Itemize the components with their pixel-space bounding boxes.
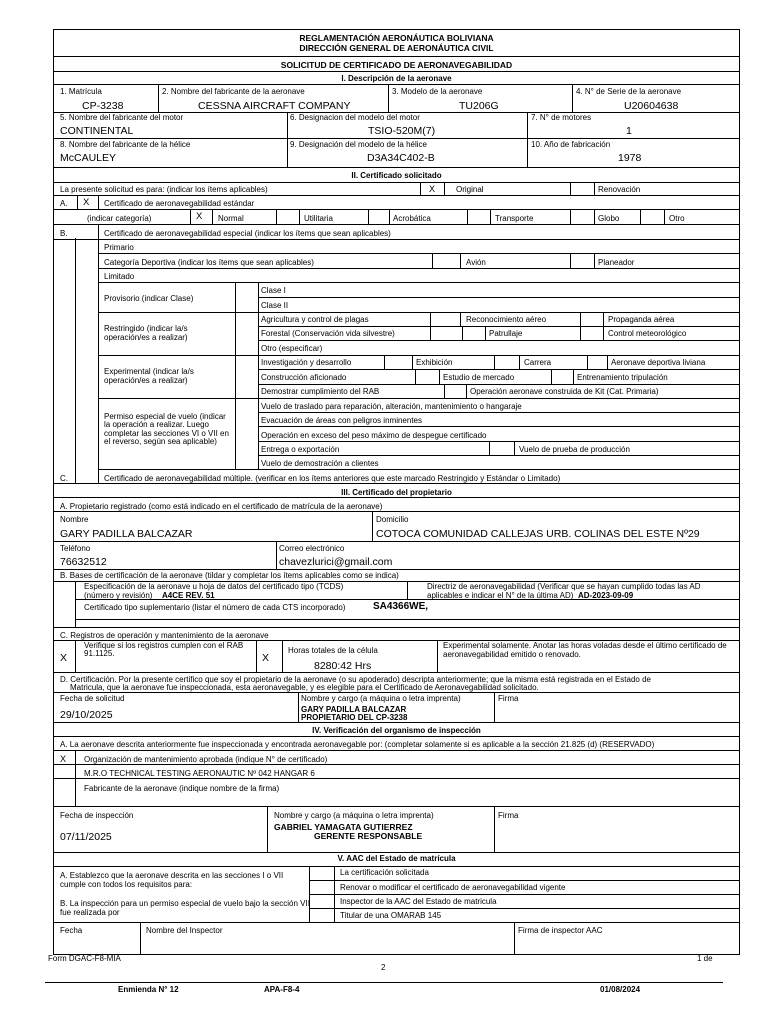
domicilio-label: Domicilio [376,515,409,524]
deportiva-label: Categoría Deportiva (indicar los ítems que sean aplicables) [104,258,314,267]
nombre-label: Nombre [60,515,89,524]
experimental-solamente: Experimental solamente. Anotar las horas voladas desde el último certificado de aeronavegabilidad emitido o renovado. [443,641,727,659]
firmante-cargo[interactable]: PROPIETARIO DEL CP-3238 [301,713,408,722]
horas-value[interactable]: 8280:42 Hrs [314,660,372,672]
fecha-solicitud-label: Fecha de solicitud [60,694,125,703]
demostrar-label: Demostrar cumplimiento del RAB [261,387,380,396]
construccion-label: Construcción aficionado [261,373,347,382]
modelo-value[interactable]: TU206G [459,100,499,112]
clase2-label: Clase II [261,301,289,310]
prueba-label: Vuelo de prueba de producción [519,445,630,454]
especificacion-value[interactable]: A4CE REV. 51 [162,591,215,600]
fabricante-firma-label: Fabricante de la aeronave (indique nombre de la firma) [84,784,280,793]
estudio-label: Estudio de mercado [443,373,515,382]
fab-motor-label: 5. Nombre del fabricante del motor [60,113,184,122]
propietario-registrado: A. Propietario registrado (como está indicado en el certificado de matrícula de la aeronave) [60,502,383,511]
certificacion-line2: Matricula, que la aeronave fue inspeccionada, esta aeronavegable, y es elegible para el Certificado de Aeronavegabilidad solicitado. [70,683,539,692]
cert-solicitada-label: La certificación solicitada [340,868,429,877]
exhibicion-label: Exhibición [416,358,453,367]
matricula-label: 1. Matrícula [60,87,102,96]
carrera-label: Carrera [524,358,552,367]
restringido-label: Restringido (indicar la/s operación/es a realizar) [104,324,188,342]
horas-label: Horas totales de la célula [288,646,378,655]
especificacion-line2: (número y revisión) [84,591,153,600]
anio-value[interactable]: 1978 [618,152,642,164]
directriz-line1: Directriz de aeronavegabilidad (Verificar que se hayan cumplido todas las AD [427,582,701,591]
limitado-label: Limitado [104,272,135,281]
oma-value[interactable]: M.R.O TECHNICAL TESTING AERONAUTIC Nº 042 HANGAR 6 [84,769,315,778]
avion-label: Avión [466,258,486,267]
original-checkbox[interactable]: X [429,184,436,194]
fab-helice-label: 8. Nombre del fabricante de la hélice [60,140,191,149]
anio-label: 10. Año de fabricación [531,140,611,149]
directriz-line2: aplicables e indicar el N° de la última AD) [427,591,574,600]
mod-motor-label: 6. Designacion del modelo del motor [290,113,420,122]
matricula-value[interactable]: CP-3238 [82,100,124,112]
fab-motor-value[interactable]: CONTINENTAL [60,125,134,137]
telefono-value[interactable]: 76632512 [60,556,107,568]
page-of: 1 de [697,954,713,963]
domicilio-value[interactable]: COTOCA COMUNIDAD CALLEJAS URB. COLINAS DEL ESTE Nº29 [376,528,700,540]
b-label: B. [60,229,68,238]
demostracion-label: Vuelo de demostración a clientes [261,459,379,468]
apa-code: APA-F8-4 [264,985,300,994]
especial-label: Certificado de aeronavegabilidad especial (indicar los ítems que sean aplicables) [104,229,391,238]
provisorio-label: Provisorio (indicar Clase) [104,294,194,303]
patrullaje-label: Patrullaje [489,329,523,338]
nombre-value[interactable]: GARY PADILLA BALCAZAR [60,528,193,540]
titular-label: Titular de una OMARAB 145 [340,911,442,920]
firma-inspector-label: Firma de inspector AAC [518,926,603,935]
solicitud-intro: La presente solicitud es para: (indicar los ítems aplicables) [60,185,268,194]
section-1-heading: I. Descripción de la aeronave [341,74,452,83]
section-5-heading: V. AAC del Estado de matrícula [337,854,456,863]
multiple-label: Certificado de aeronavegabilidad múltiple. (verificar en los ítems anteriores que este marcado Restringido y Estándar o Limitado) [104,474,561,483]
original-label: Original [456,185,484,194]
estandar-checkbox[interactable]: X [83,197,90,208]
inspector-aac-label: Inspector de la AAC del Estado de matricula [340,897,497,906]
fecha-5-label: Fecha [60,926,83,935]
telefono-label: Teléfono [60,544,91,553]
entrega-label: Entrega o exportación [261,445,340,454]
fabricante-label: 2. Nombre del fabricante de la aeronave [162,87,305,96]
inspeccionada-label: A. La aeronave descrita anteriormente fue inspeccionada y encontrada aeronavegable por: (completar solamente si es aplicable a la sección 21.825 (d) (RESERVADO) [60,740,655,749]
section-2-heading: II. Certificado solicitado [351,171,442,180]
section-4-heading: IV. Verificación del organismo de inspección [312,726,481,735]
oma-label: Organización de mantenimiento aprobada (indique N° de certificado) [84,755,328,764]
bases-certificacion: B. Bases de certificación de la aeronave (tildar y completar los ítems aplicables como se indica) [60,571,399,580]
primario-label: Primario [104,243,134,252]
propaganda-label: Propaganda aérea [608,315,675,324]
correo-label: Correo electrónico [279,544,345,553]
horas-checkbox[interactable]: X [262,652,270,664]
permiso-label: Permiso especial de vuelo (indicar la operación a realizar. Luego completar las secciones VI o VII en el reverso, según sea aplicable) [104,412,229,447]
estandar-label: Certificado de aeronavegabilidad estándar [104,199,255,208]
registros-checkbox[interactable]: X [60,652,68,664]
num-motores-label: 7. N° de motores [531,113,592,122]
header-title-1: REGLAMENTACIÓN AERONÁUTICA BOLIVIANA [299,33,494,43]
oma-checkbox[interactable]: X [60,754,67,764]
header-title-2: DIRECCIÓN GENERAL DE AERONÁUTICA CIVIL [299,43,494,53]
deportiva-liviana-label: Aeronave deportiva liviana [611,358,706,367]
renovacion-label: Renovación [598,185,641,194]
certificacion-line1: D. Certificación. Por la presente certifico que soy el propietario de la aeronave (o su apoderado) descripta anteriormente; que la misma está registrada en el Estado de [60,675,651,684]
verifique-label: Verifique si los registros cumplen con el RAB 91.1125. [84,641,244,659]
num-motores-value[interactable]: 1 [626,125,632,137]
meteorologico-label: Control meteorológico [608,329,687,338]
serie-value[interactable]: U20604638 [624,100,679,112]
investigacion-label: Investigación y desarrollo [261,358,352,367]
forestal-label: Forestal (Conservación vida silvestre) [261,329,395,338]
serie-label: 4. N° de Serie de la aeronave [576,87,682,96]
exceso-label: Operación en exceso del peso máximo de despegue certificado [261,431,487,440]
renovar-label: Renovar o modificar el certificado de aeronavegabilidad vigente [340,883,566,892]
fecha-inspeccion-value[interactable]: 07/11/2025 [60,831,112,843]
especificacion-line1: Especificación de la aeronave u hoja de datos del certificado tipo (TCDS) [84,582,344,591]
fecha-inspeccion-label: Fecha de inspección [60,811,134,820]
footer-date: 01/08/2024 [600,985,641,994]
enmienda: Enmienda N° 12 [118,985,179,994]
inspector-nombre[interactable]: GABRIEL YAMAGATA GUTIERREZ [274,822,413,832]
registros-label: C. Registros de operación y mantenimiento de la aeronave [60,631,269,640]
directriz-value[interactable]: AD-2023-09-09 [578,591,634,600]
correo-value[interactable]: chavezlurici@gmail.com [279,556,393,568]
section-3-heading: III. Certificado del propietario [341,488,452,497]
acrobatica-label: Acrobática [393,214,431,223]
globo-label: Globo [598,214,620,223]
indicar-categoria: (indicar categoría) [87,214,152,223]
firma-label: Firma [498,694,519,703]
c-label: C. [60,474,68,483]
operacion-kit-label: Operación aeronave construida de Kit (Cat. Primaria) [470,387,659,396]
normal-label: Normal [218,214,244,223]
utilitaria-label: Utilitaria [304,214,333,223]
mod-helice-label: 9. Designación del modelo de la hélice [290,140,427,149]
mod-helice-value[interactable]: D3A34C402-B [367,152,435,164]
fecha-solicitud-value[interactable]: 29/10/2025 [60,709,113,721]
planeador-label: Planeador [598,258,635,267]
entrenamiento-label: Entrenamiento tripulación [577,373,668,382]
mod-motor-value[interactable]: TSIO-520M(7) [368,125,436,137]
fabricante-value[interactable]: CESSNA AIRCRAFT COMPANY [198,100,351,112]
reconocimiento-label: Reconocimiento aéreo [466,315,547,324]
nombre-cargo-label: Nombre y cargo (a máquina o letra imprenta) [301,694,461,703]
nombre-cargo-4-label: Nombre y cargo (a máquina o letra imprenta) [274,811,434,820]
firmante-nombre[interactable]: GARY PADILLA BALCAZAR [301,705,407,714]
establezco-label: A. Establezco que la aeronave descrita en las secciones I o VII cumple con todos los requisitos para: [60,871,284,889]
modelo-label: 3. Modelo de la aeronave [392,87,483,96]
firma-4-label: Firma [498,811,519,820]
page-number: 2 [381,963,386,972]
inspeccion-permiso-label: B. La inspección para un permiso especial de vuelo bajo la sección VII fue realizada por [60,899,310,917]
cts-label: Certificado tipo suplementario (listar el número de cada CTS incorporado) [84,603,346,612]
form-code: Form DGAC-F8-MIA [48,954,121,963]
clase1-label: Clase I [261,286,286,295]
experimental-label: Experimental (indicar la/s operación/es a realizar) [104,367,194,385]
traslado-label: Vuelo de traslado para reparación, alteración, mantenimiento o hangaraje [261,402,522,411]
normal-checkbox[interactable]: X [196,211,203,222]
nombre-inspector-label: Nombre del Inspector [146,926,223,935]
fab-helice-value[interactable]: McCAULEY [60,152,117,164]
form-title: SOLICITUD DE CERTIFICADO DE AERONAVEGABILIDAD [280,60,513,70]
evacuacion-label: Evacuación de áreas con peligros inminentes [261,416,422,425]
otro-especificar-label: Otro (especificar) [261,344,323,353]
agricultura-label: Agricultura y control de plagas [261,315,369,324]
inspector-cargo[interactable]: GERENTE RESPONSABLE [314,831,423,841]
transporte-label: Transporte [495,214,534,223]
otro-label: Otro [669,214,685,223]
footer-rule [45,982,723,983]
cts-value[interactable]: SA4366WE, [373,601,429,612]
a-label: A. [60,199,68,208]
